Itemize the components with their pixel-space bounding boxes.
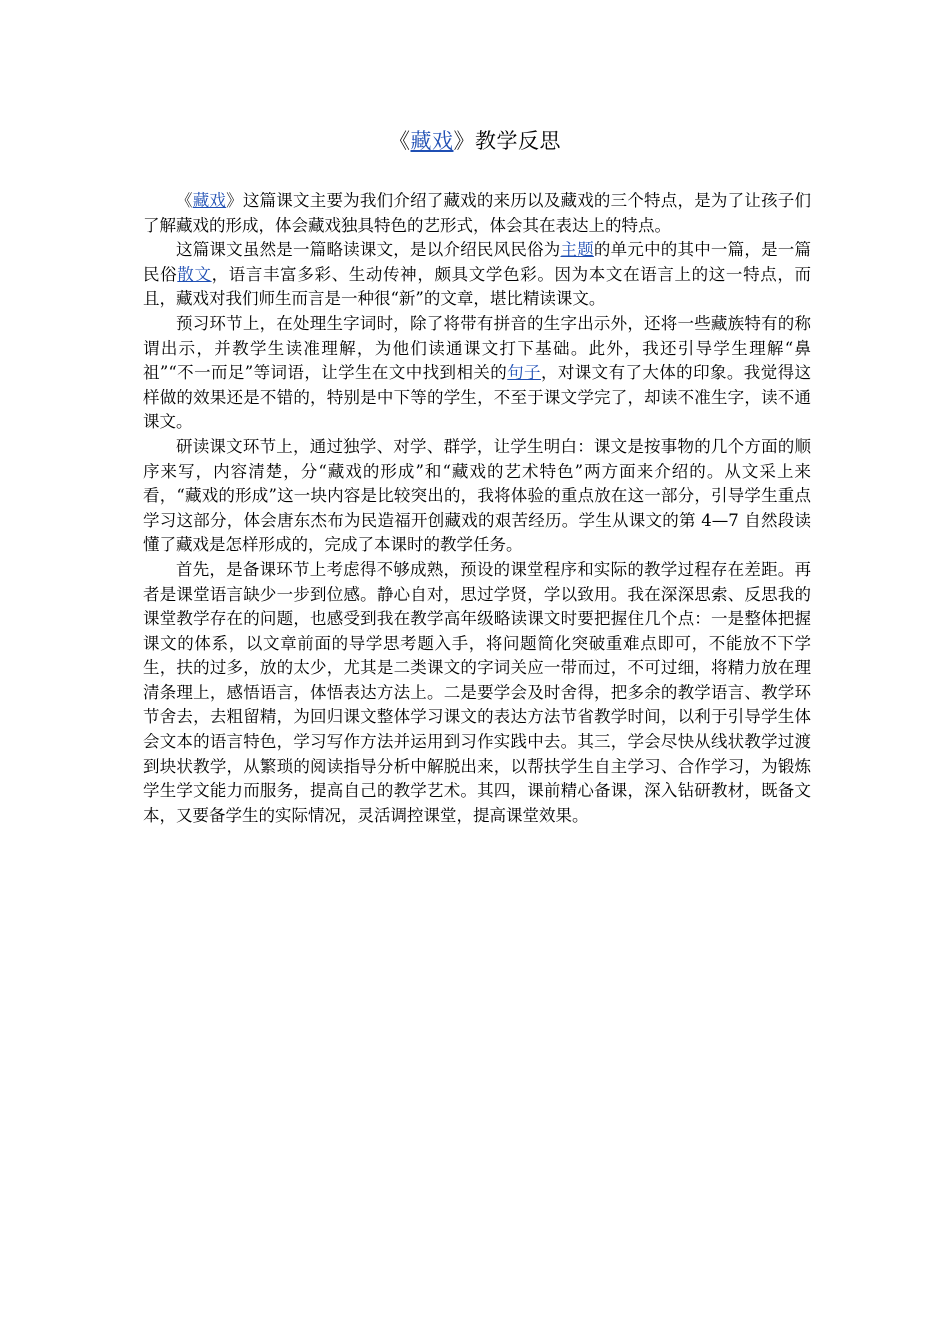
link-juzi[interactable]: 句子 <box>507 363 541 383</box>
paragraph-1 <box>143 189 811 238</box>
paragraph-2-text-b: 的单元中的其中一篇，是一篇民俗 <box>143 240 812 284</box>
paragraph-2-text-a: 这篇课文虽然是一篇略读课文，是以介绍民风民俗为 <box>176 240 561 260</box>
document-body <box>143 189 811 828</box>
document-title <box>0 126 950 156</box>
paragraph-3 <box>143 312 811 435</box>
paragraph-2-text-c: ，语言丰富多彩、生动传神，颇具文学色彩。因为本文在语言上的这一特点，而且，藏戏对我们师生而言是一种很“新”的文章，堪比精读课文。 <box>143 264 812 309</box>
title-suffix: 》教学反思 <box>453 129 561 153</box>
paragraph-1-text: 》这篇课文主要为我们介绍了藏戏的来历以及藏戏的三个特点，是为了让孩子们了解藏戏的形成，体会藏戏独具特色的艺形式，体会其在表达上的特点。 <box>143 191 812 235</box>
paragraph-4: 研读课文环节上，通过独学、对学、群学，让学生明白：课文是按事物的几个方面的顺序来写，内容清楚，分“藏戏的形成”和“藏戏的艺术特色”两方面来介绍的。从文采上来看，“藏戏的形成”这一块内容是比较突出的，我将体验的重点放在这一部分，引导学生重点学习这部分，体会唐东杰布为民造福开创藏戏的艰苦经历。学生从课文的第 4—7 自然段读懂了藏戏是怎样形成的，完成了本课时的教学任务。 <box>143 436 811 555</box>
paragraph-2 <box>143 238 811 312</box>
paragraph-1-open: 《 <box>176 191 193 210</box>
link-sanwen[interactable]: 散文 <box>177 264 212 284</box>
link-zhuti[interactable]: 主题 <box>560 240 594 260</box>
title-link-zangxi[interactable]: 藏戏 <box>410 129 454 153</box>
title-open-bracket: 《 <box>389 129 411 153</box>
paragraph-3-text-a: 预习环节上，在处理生字词时，除了将带有拼音的生字出示外，还将一些藏族特有的称谓出示，并教学生读准理解，为他们读通课文打下基础。此外，我还引导学生理解“鼻祖”“不一而足”等词语，让学生在文中找到相关的 <box>143 313 811 383</box>
paragraph-5: 首先，是备课环节上考虑得不够成熟，预设的课堂程序和实际的教学过程存在差距。再者是课堂语言缺少一步到位感。静心自对，思过学贤，学以致用。我在深深思索、反思我的课堂教学存在的问题，也感受到我在教学高年级略读课文时要把握住几个点：一是整体把握课文的体系，以文章前面的导学思考题入手，将问题简化突破重难点即可，不能放不下学生，扶的过多，放的太少，尤其是二类课文的字词关应一带而过，不可过细，将精力放在理清条理上，感悟语言，体悟表达方法上。二是要学会及时舍得，把多余的教学语言、教学环节舍去，去粗留精，为回归课文整体学习课文的表达方法节省教学时间，以利于引导学生体会文本的语言特色，学习写作方法并运用到习作实践中去。其三，学会尽快从线状教学过渡到块状教学，从繁琐的阅读指导分析中解脱出来，以帮扶学生自主学习、合作学习，为锻炼学生学文能力而服务，提高自己的教学艺术。其四，课前精心备课，深入钻研教材，既备文本，又要备学生的实际情况，灵活调控课堂，提高课堂效果。 <box>143 559 811 825</box>
paragraph-3-text-b: ，对课文有了大体的印象。我觉得这样做的效果还是不错的，特别是中下等的学生，不至于课文学完了，却读不准生字，读不通课文。 <box>143 363 812 432</box>
link-zangxi[interactable]: 藏戏 <box>192 191 227 210</box>
